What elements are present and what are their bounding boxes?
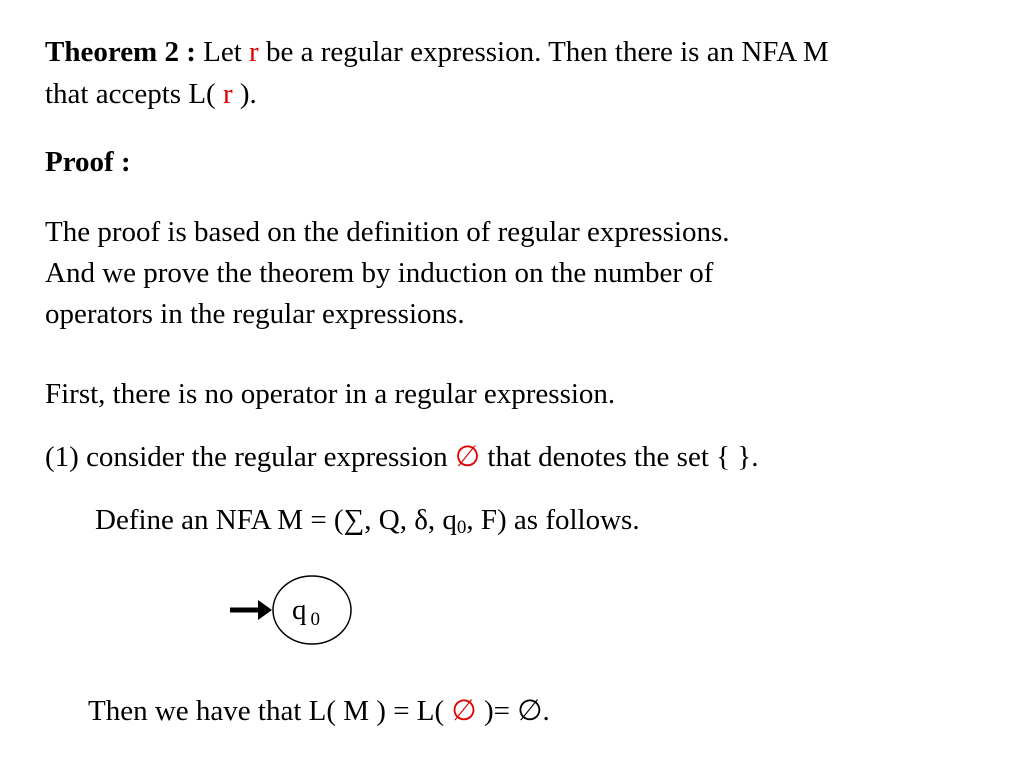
theorem-line2-before: that accepts L( — [45, 78, 216, 110]
nfa-diagram — [220, 570, 370, 650]
theorem-line2-after: ). — [239, 78, 257, 110]
state-sub-text: 0 — [310, 609, 320, 630]
theorem-text-after: be a regular expression. Then there is an NFA M — [265, 36, 829, 68]
nfa-definition-before: Define an NFA M = (∑, Q, δ, q — [95, 504, 457, 536]
nfa-definition-sub: 0 — [456, 517, 467, 538]
proof-label: Proof : — [45, 146, 131, 178]
theorem-line-2 — [45, 80, 257, 109]
state-label-text: q — [292, 594, 307, 626]
nfa-definition-line — [95, 504, 640, 538]
theorem-line-1 — [45, 38, 829, 67]
conclusion-empty-set-symbol: ∅ — [451, 695, 477, 727]
proof-first-statement: First, there is no operator in a regular expression. — [45, 378, 616, 410]
theorem-line2-var: r — [222, 78, 233, 110]
proof-paragraph-line-3: operators in the regular expressions. — [45, 298, 465, 330]
start-arrow-head — [258, 600, 272, 620]
conclusion-after: )= ∅. — [483, 695, 550, 727]
case-1-after: that denotes the set { }. — [487, 441, 759, 473]
case-1-line — [45, 443, 758, 472]
state-q0-label — [292, 594, 320, 630]
proof-paragraph-line-2: And we prove the theorem by induction on the number of — [45, 257, 714, 289]
nfa-diagram-svg — [220, 570, 370, 650]
theorem-label: Theorem 2 : — [45, 36, 196, 68]
theorem-var-r: r — [249, 36, 259, 68]
case-1-before: (1) consider the regular expression — [45, 441, 448, 473]
proof-paragraph-line-1: The proof is based on the definition of regular expressions. — [45, 216, 730, 248]
nfa-definition-after: , F) as follows. — [466, 504, 640, 536]
empty-set-symbol: ∅ — [454, 441, 481, 473]
conclusion-before: Then we have that L( M ) = L( — [88, 695, 445, 727]
theorem-text-before: Let — [203, 36, 242, 68]
conclusion-line — [88, 697, 550, 726]
